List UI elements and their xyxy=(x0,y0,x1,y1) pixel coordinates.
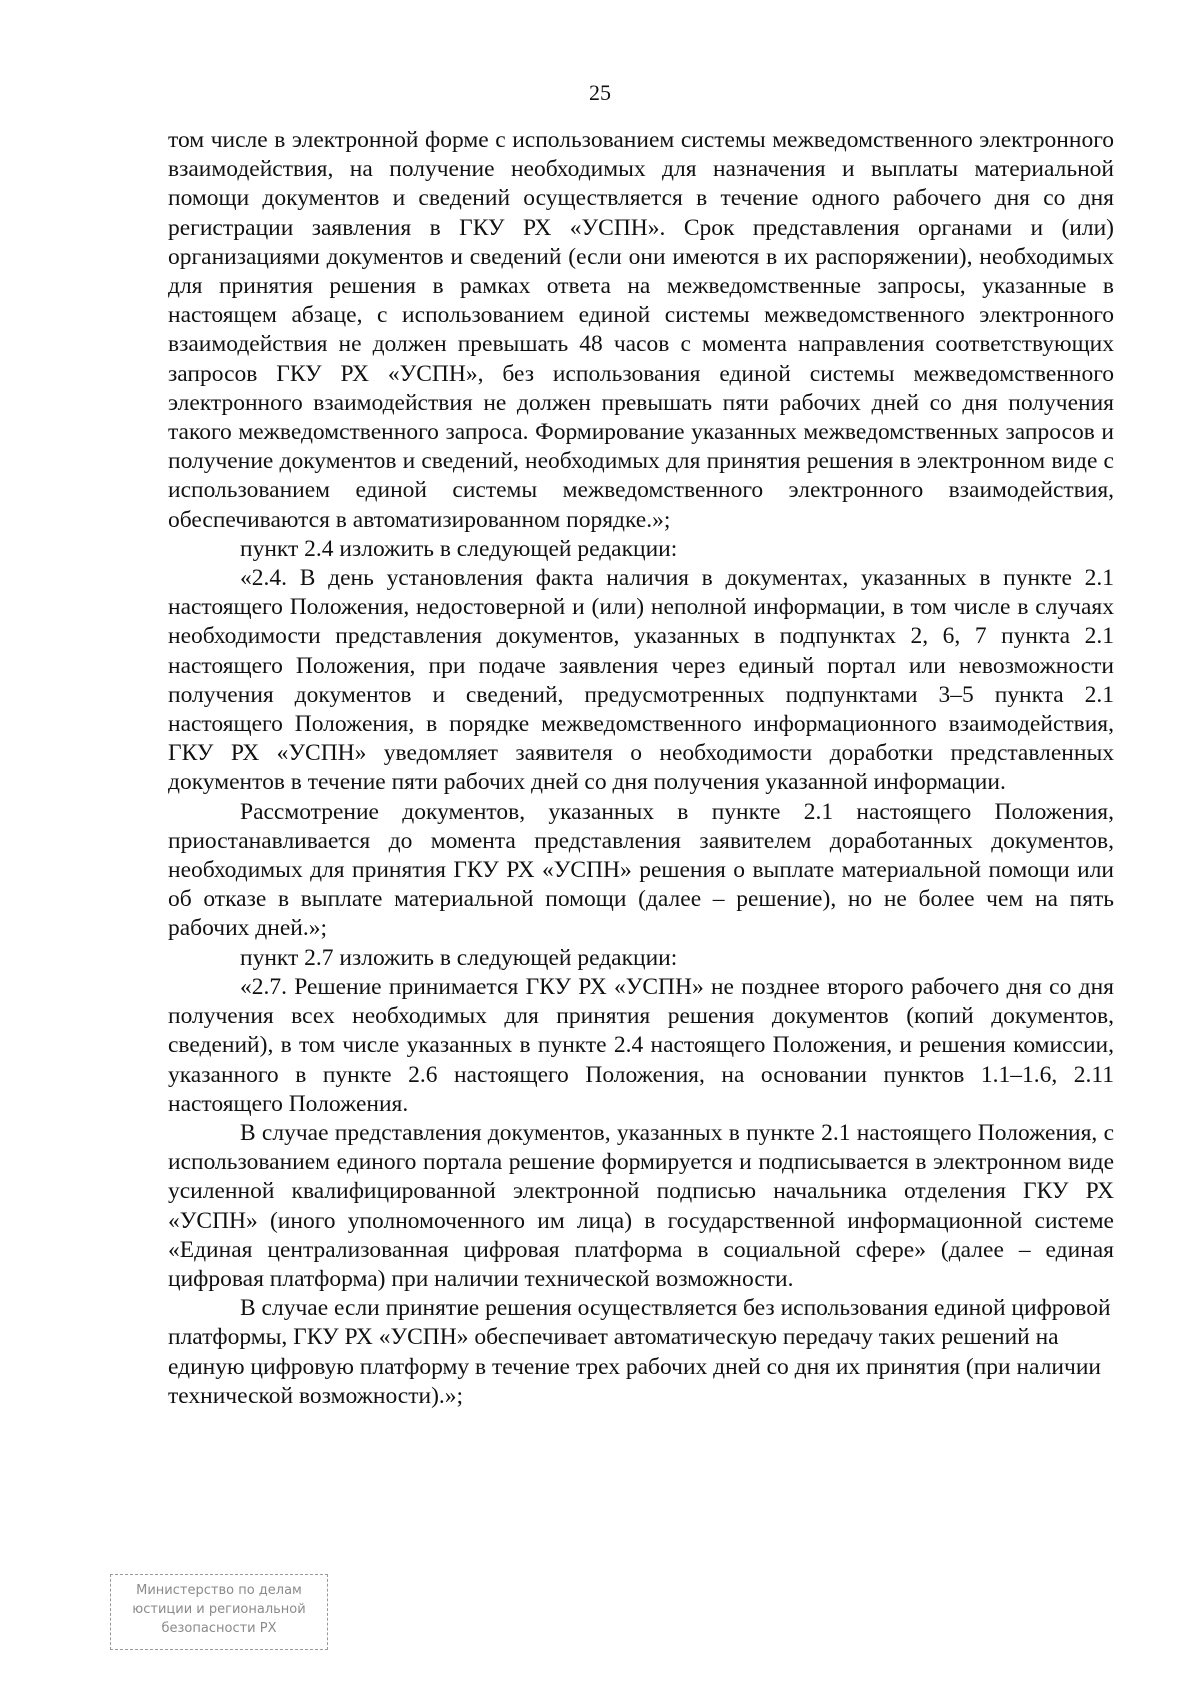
stamp-line-1: Министерство по делам xyxy=(136,1583,302,1598)
paragraph-item-2-7-intro: пункт 2.7 изложить в следующей редакции: xyxy=(240,944,678,971)
paragraph-item-2-7-text: «2.7. Решение принимается ГКУ РХ «УСПН» не позднее второго рабочего дня со дня получения всех необходимых для принятия решения документов (копий документов, сведений), в том числе указанных в пункте 2.4 настоящего Положения, и решения комиссии, указанного в пункте 2.6 настоящего Положения, на основании пунктов 1.1–1.6, 2.11 настоящего Положения. xyxy=(168,973,1114,1117)
paragraph-review-suspension: Рассмотрение документов, указанных в пункте 2.1 настоящего Положения, приостанавливается до момента представления заявителем доработанных документов, необходимых для принятия ГКУ РХ «УСПН» решения о выплате материальной помощи или об отказе в выплате материальной помощи (далее – решение), но не более чем на пять рабочих дней.»; xyxy=(168,798,1114,942)
ministry-stamp xyxy=(110,1574,328,1650)
paragraph-continuation: том числе в электронной форме с использованием системы межведомственного электронного взаимодействия, на получение необходимых для назначения и выплаты материальной помощи документов и сведений осуществляется в течение одного рабочего дня со дня регистрации заявления в ГКУ РХ «УСПН». Срок представления органами и (или) организациями документов и сведений (если они имеются в их распоряжении), необходимых для принятия решения в рамках ответа на межведомственные запросы, указанные в настоящем абзаце, с использованием единой системы межведомственного электронного взаимодействия не должен превышать 48 часов с момента направления соответствующих запросов ГКУ РХ «УСПН», без использования единой системы межведомственного электронного взаимодействия не должен превышать пяти рабочих дней со дня получения такого межведомственного запроса. Формирование указанных межведомственных запросов и получение документов и сведений, необходимых для принятия решения в электронном виде с использованием единой системы межведомственного электронного взаимодействия, обеспечиваются в автоматизированном порядке.»; xyxy=(168,127,1114,533)
paragraph-automatic-transfer: В случае если принятие решения осуществляется без использования единой цифровой платформы, ГКУ РХ «УСПН» обеспечивает автоматическую передачу таких решений на единую цифровую платформу в течение трех рабочих дней со дня их принятия (при наличии технической возможности).»; xyxy=(168,1295,1111,1409)
page-number: 25 xyxy=(589,80,611,105)
document-body xyxy=(168,126,1114,1411)
paragraph-item-2-4-text: «2.4. В день установления факта наличия в документах, указанных в пункте 2.1 настоящего Положения, недостоверной и (или) неполной информации, в том числе в случаях необходимости представления документов, указанных в подпунктах 2, 6, 7 пункта 2.1 настоящего Положения, при подаче заявления через единый портал или невозможности получения документов и сведений, предусмотренных подпунктами 3–5 пункта 2.1 настоящего Положения, в порядке межведомственного информационного взаимодействия, ГКУ РХ «УСПН» уведомляет заявителя о необходимости доработки представленных документов в течение пяти рабочих дней со дня получения указанной информации. xyxy=(168,565,1114,796)
paragraph-electronic-signature: В случае представления документов, указанных в пункте 2.1 настоящего Положения, с использованием единого портала решение формируется и подписывается в электронном виде усиленной квалифицированной электронной подписью начальника отделения ГКУ РХ «УСПН» (иного уполномоченного им лица) в государственной информационной системе «Единая централизованная цифровая платформа в социальной сфере» (далее – единая цифровая платформа) при наличии технической возможности. xyxy=(168,1119,1114,1292)
stamp-line-3: безопасности РХ xyxy=(161,1621,277,1636)
stamp-line-2: юстиции и региональной xyxy=(132,1602,306,1617)
paragraph-item-2-4-intro: пункт 2.4 изложить в следующей редакции: xyxy=(240,535,678,562)
